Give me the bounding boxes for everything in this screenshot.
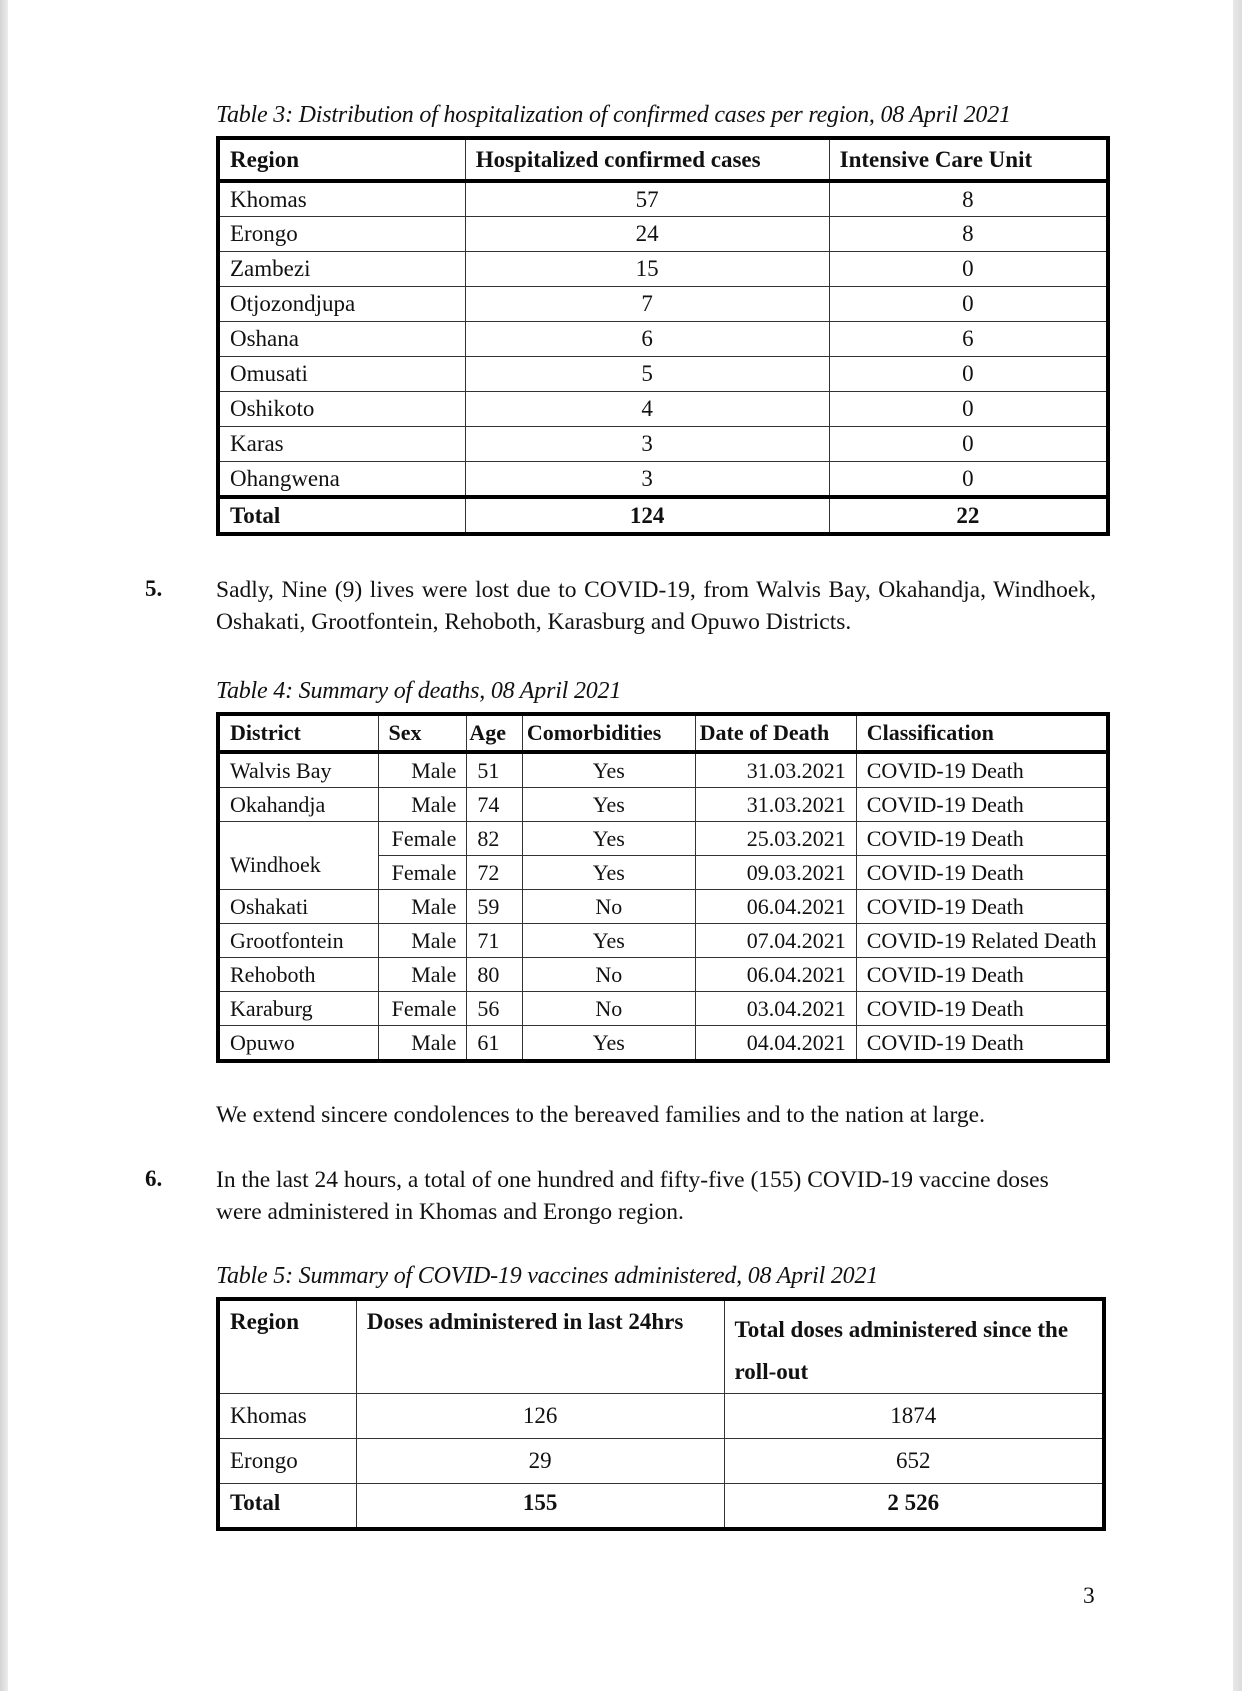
date-cell: 03.04.2021 xyxy=(695,992,856,1026)
table3-header-icu: Intensive Care Unit xyxy=(829,138,1108,181)
total-icu: 22 xyxy=(829,497,1108,534)
table-row xyxy=(218,392,1108,427)
total-label: Total xyxy=(218,497,465,534)
total-doses-header-line2: roll-out xyxy=(734,1359,809,1384)
table-row xyxy=(218,752,1108,788)
comorbidities-cell: Yes xyxy=(522,856,695,890)
comorbidities-cell: Yes xyxy=(522,822,695,856)
date-cell: 04.04.2021 xyxy=(695,1026,856,1062)
table-row xyxy=(218,217,1108,252)
table5-header-region: Region xyxy=(218,1299,356,1394)
region-cell: Erongo xyxy=(218,217,465,252)
total-doses-rollout: 2 526 xyxy=(724,1484,1104,1529)
table-row xyxy=(218,822,1108,856)
table-row xyxy=(218,1394,1104,1439)
hospitalized-cell: 3 xyxy=(465,462,829,498)
table4-deaths xyxy=(216,712,1110,1063)
district-cell: Walvis Bay xyxy=(218,752,378,788)
sex-cell: Female xyxy=(378,992,467,1026)
table-row xyxy=(218,890,1108,924)
district-cell: Okahandja xyxy=(218,788,378,822)
age-cell: 74 xyxy=(467,788,522,822)
region-cell: Otjozondjupa xyxy=(218,287,465,322)
date-cell: 07.04.2021 xyxy=(695,924,856,958)
table3-hospitalization xyxy=(216,136,1110,536)
district-cell: Windhoek xyxy=(218,822,378,890)
age-cell: 59 xyxy=(467,890,522,924)
comorbidities-cell: No xyxy=(522,958,695,992)
total-hospitalized: 124 xyxy=(465,497,829,534)
table-row xyxy=(218,252,1108,287)
sex-cell: Male xyxy=(378,924,467,958)
table-row xyxy=(218,427,1108,462)
classification-cell: COVID-19 Death xyxy=(856,1026,1108,1062)
icu-cell: 0 xyxy=(829,427,1108,462)
icu-cell: 0 xyxy=(829,462,1108,498)
table3-header-region: Region xyxy=(218,138,465,181)
table-row xyxy=(218,958,1108,992)
table-row xyxy=(218,287,1108,322)
icu-cell: 0 xyxy=(829,252,1108,287)
region-cell: Zambezi xyxy=(218,252,465,287)
hospitalized-cell: 24 xyxy=(465,217,829,252)
comorbidities-cell: Yes xyxy=(522,788,695,822)
section-number-6: 6. xyxy=(145,1166,163,1191)
total-doses-24h: 155 xyxy=(356,1484,724,1529)
classification-cell: COVID-19 Death xyxy=(856,788,1108,822)
doses-24h-cell: 29 xyxy=(356,1439,724,1484)
district-cell: Grootfontein xyxy=(218,924,378,958)
region-cell: Oshikoto xyxy=(218,392,465,427)
district-cell: Rehoboth xyxy=(218,958,378,992)
page-number: 3 xyxy=(1083,1583,1095,1609)
table4-header-sex: Sex xyxy=(378,714,467,752)
table-row xyxy=(218,788,1108,822)
table-row xyxy=(218,181,1108,217)
classification-cell: COVID-19 Related Death xyxy=(856,924,1108,958)
hospitalized-cell: 4 xyxy=(465,392,829,427)
icu-cell: 0 xyxy=(829,392,1108,427)
classification-cell: COVID-19 Death xyxy=(856,856,1108,890)
hospitalized-cell: 7 xyxy=(465,287,829,322)
district-cell: Oshakati xyxy=(218,890,378,924)
region-cell: Khomas xyxy=(218,181,465,217)
age-cell: 56 xyxy=(467,992,522,1026)
date-cell: 25.03.2021 xyxy=(695,822,856,856)
sex-cell: Male xyxy=(378,788,467,822)
total-doses-cell: 652 xyxy=(724,1439,1104,1484)
table-total-row xyxy=(218,1484,1104,1529)
comorbidities-cell: No xyxy=(522,992,695,1026)
icu-cell: 8 xyxy=(829,181,1108,217)
age-cell: 61 xyxy=(467,1026,522,1062)
date-cell: 06.04.2021 xyxy=(695,890,856,924)
hospitalized-cell: 57 xyxy=(465,181,829,217)
sex-cell: Female xyxy=(378,822,467,856)
age-cell: 72 xyxy=(467,856,522,890)
sex-cell: Male xyxy=(378,958,467,992)
classification-cell: COVID-19 Death xyxy=(856,890,1108,924)
total-doses-header-line1: Total doses administered since the xyxy=(734,1317,1069,1342)
classification-cell: COVID-19 Death xyxy=(856,958,1108,992)
table3-header-hospitalized: Hospitalized confirmed cases xyxy=(465,138,829,181)
total-doses-cell: 1874 xyxy=(724,1394,1104,1439)
age-cell: 51 xyxy=(467,752,522,788)
page-edge-right xyxy=(1233,0,1242,1691)
table-row xyxy=(218,1026,1108,1062)
region-cell: Karas xyxy=(218,427,465,462)
icu-cell: 8 xyxy=(829,217,1108,252)
section-number-5: 5. xyxy=(145,576,163,601)
table5-header-total-doses xyxy=(724,1299,1104,1394)
sex-cell: Female xyxy=(378,856,467,890)
region-cell: Ohangwena xyxy=(218,462,465,498)
page-edge-left xyxy=(0,0,8,1691)
table4-header-classification: Classification xyxy=(856,714,1108,752)
table5-vaccines xyxy=(216,1297,1106,1531)
comorbidities-cell: Yes xyxy=(522,752,695,788)
region-cell: Oshana xyxy=(218,322,465,357)
region-cell: Omusati xyxy=(218,357,465,392)
table-row xyxy=(218,462,1108,498)
table4-header-comorbidities: Comorbidities xyxy=(522,714,695,752)
table3-caption: Table 3: Distribution of hospitalization of confirmed cases per region, 08 April 2021 xyxy=(216,102,1011,128)
classification-cell: COVID-19 Death xyxy=(856,752,1108,788)
table5-caption: Table 5: Summary of COVID-19 vaccines administered, 08 April 2021 xyxy=(216,1263,879,1289)
comorbidities-cell: No xyxy=(522,890,695,924)
district-cell: Karaburg xyxy=(218,992,378,1026)
table5-header-doses-24h: Doses administered in last 24hrs xyxy=(356,1299,724,1394)
table-row xyxy=(218,357,1108,392)
table-row xyxy=(218,992,1108,1026)
hospitalized-cell: 15 xyxy=(465,252,829,287)
date-cell: 31.03.2021 xyxy=(695,788,856,822)
age-cell: 80 xyxy=(467,958,522,992)
hospitalized-cell: 3 xyxy=(465,427,829,462)
table-total-row xyxy=(218,497,1108,534)
classification-cell: COVID-19 Death xyxy=(856,822,1108,856)
region-cell: Erongo xyxy=(218,1439,356,1484)
icu-cell: 6 xyxy=(829,322,1108,357)
table4-caption: Table 4: Summary of deaths, 08 April 2021 xyxy=(216,678,622,704)
comorbidities-cell: Yes xyxy=(522,924,695,958)
sex-cell: Male xyxy=(378,1026,467,1062)
doses-24h-cell: 126 xyxy=(356,1394,724,1439)
table-row xyxy=(218,1439,1104,1484)
table4-header-date: Date of Death xyxy=(695,714,856,752)
region-cell: Khomas xyxy=(218,1394,356,1439)
section6-text: In the last 24 hours, a total of one hundred and fifty-five (155) COVID-19 vaccine doses were administered in Khomas and Erongo region. xyxy=(216,1167,1049,1225)
date-cell: 06.04.2021 xyxy=(695,958,856,992)
table4-header-district: District xyxy=(218,714,378,752)
age-cell: 71 xyxy=(467,924,522,958)
sex-cell: Male xyxy=(378,890,467,924)
section5-text: Sadly, Nine (9) lives were lost due to COVID-19, from Walvis Bay, Okahandja, Windhoek, Oshakati, Grootfontein, Rehoboth, Karasburg and Opuwo Districts. xyxy=(216,577,1096,635)
table4-header-age: Age xyxy=(467,714,522,752)
sex-cell: Male xyxy=(378,752,467,788)
date-cell: 31.03.2021 xyxy=(695,752,856,788)
comorbidities-cell: Yes xyxy=(522,1026,695,1062)
table-row xyxy=(218,924,1108,958)
hospitalized-cell: 5 xyxy=(465,357,829,392)
total-label: Total xyxy=(218,1484,356,1529)
icu-cell: 0 xyxy=(829,357,1108,392)
icu-cell: 0 xyxy=(829,287,1108,322)
condolence-text: We extend sincere condolences to the bereaved families and to the nation at large. xyxy=(216,1102,985,1128)
age-cell: 82 xyxy=(467,822,522,856)
hospitalized-cell: 6 xyxy=(465,322,829,357)
date-cell: 09.03.2021 xyxy=(695,856,856,890)
table-row xyxy=(218,322,1108,357)
classification-cell: COVID-19 Death xyxy=(856,992,1108,1026)
district-cell: Opuwo xyxy=(218,1026,378,1062)
